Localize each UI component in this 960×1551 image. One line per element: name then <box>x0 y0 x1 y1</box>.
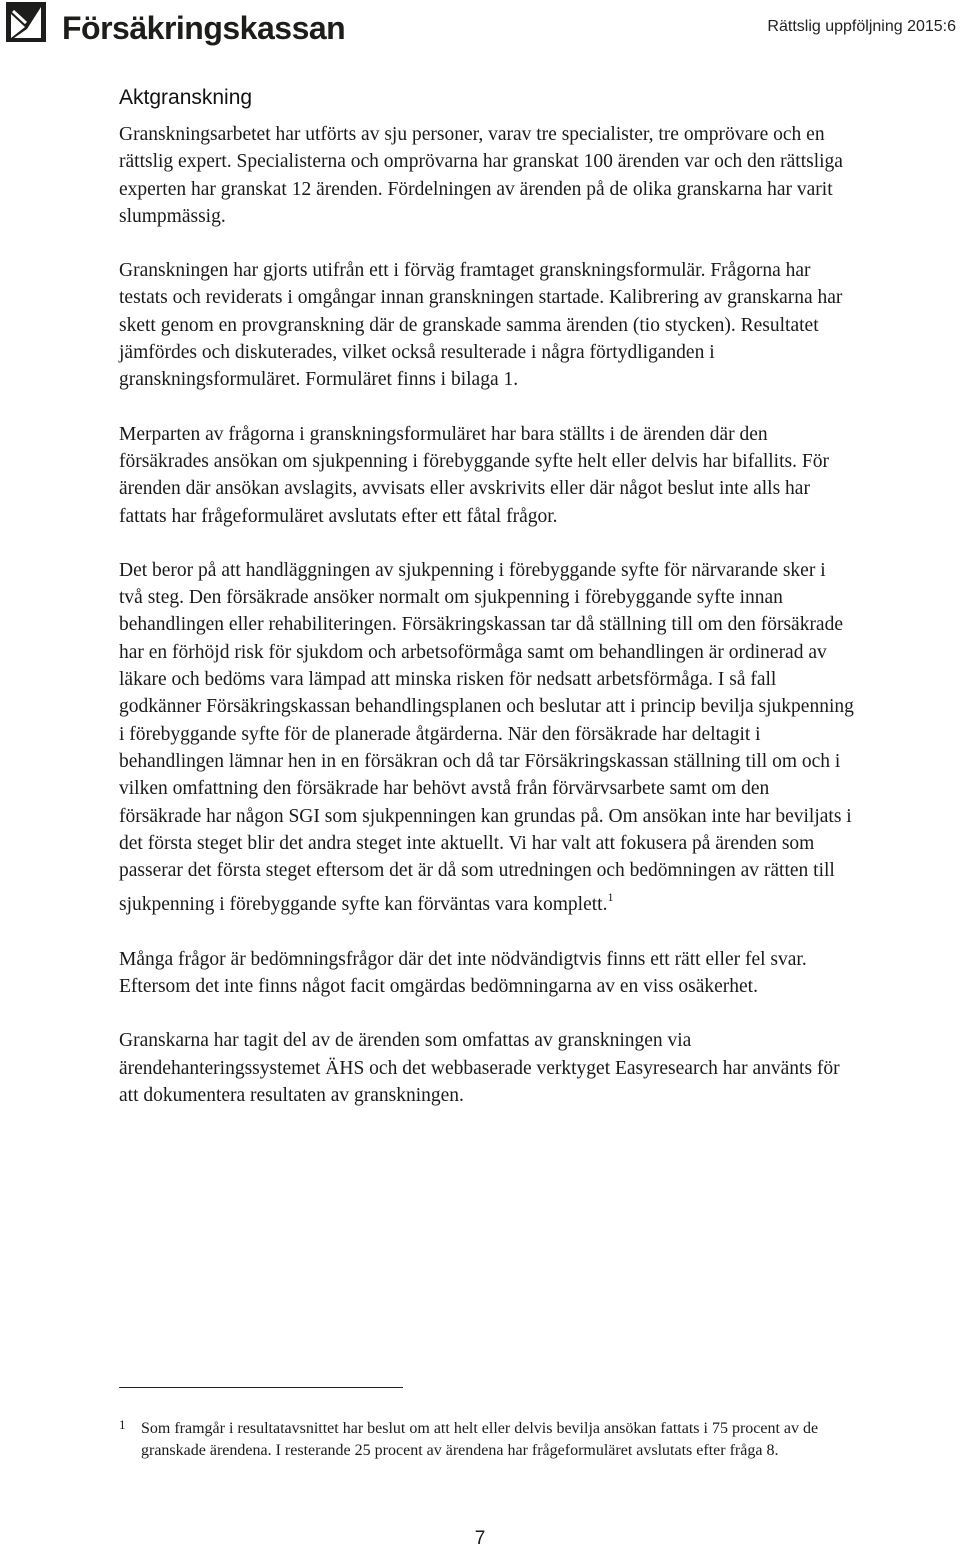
brand-name: Försäkringskassan <box>62 10 346 46</box>
paragraph-text: Det beror på att handläggningen av sjukpenning i förebyggande syfte för närvarande sker i två steg. Den försäkrade ansöker normalt om sjukpenning i förebyggande syfte innan behandlingen eller rehabiliteringen. Försäkringskassan tar då ställning till om den försäkrade har en förhöjd risk för sjukdom och arbetsoförmåga samt om behandlingen är ordinerad av läkare och bedöms vara lämpad att minska risken för nedsatt arbetsförmåga. I så fall godkänner Försäkringskassan behandlingsplanen och beslutar att i princip bevilja sjukpenning i förebyggande syfte för de planerade åtgärderna. När den försäkrade har deltagit i behandlingen lämnar hen in en försäkran och då tar Försäkringskassan ställning till om och i vilken omfattning den försäkrade har behövt avstå från förvärvsarbete samt om den försäkrade har någon SGI som sjukpenningen kan grundas på. Om ansökan inte har beviljats i det första steget blir det andra steget inte aktuellt. Vi har valt att fokusera på ärenden som passerar det första steget eftersom det är då som utredningen och bedömningen av rätten till sjukpenning i förebyggande syfte kan förväntas vara komplett. <box>119 559 854 916</box>
paragraph: Granskningen har gjorts utifrån ett i förväg framtaget granskningsformulär. Frågorna har testats och reviderats i omgångar innan granskningen startade. Kalibrering av granskarna har skett genom en provgranskning där de granskade samma ärenden (tio stycken). Resultatet jämfördes och diskuterades, vilket också resulterade i några förtydliganden i granskningsformuläret. Formuläret finns i bilaga 1. <box>119 260 843 391</box>
footnote-text: Som framgår i resultatavsnittet har beslut om att helt eller delvis bevilja ansökan fattats i 75 procent av de granskade ärendena. I resterande 25 procent av ärendena har frågeformuläret avslutats efter fråga 8. <box>141 1420 819 1459</box>
report-id: Rättslig uppföljning 2015:6 <box>767 18 956 35</box>
body-text <box>119 121 854 1136</box>
paragraph: Granskarna har tagit del av de ärenden som omfattas av granskningen via ärendehanteringssystemet ÄHS och det webbaserade verktyget Easyresearch har använts för att dokumentera resultaten av granskningen. <box>119 1030 840 1106</box>
page-number: 7 <box>474 1528 486 1549</box>
paragraph <box>119 557 854 919</box>
footnote-reference[interactable]: 1 <box>607 890 614 905</box>
footnote-divider <box>119 1387 403 1388</box>
footnote-number: 1 <box>119 1417 126 1432</box>
logo-icon <box>6 2 46 42</box>
paragraph: Granskningsarbetet har utförts av sju personer, varav tre specialister, tre omprövare och en rättslig expert. Specialisterna och omprövarna har granskat 100 ärenden var och den rättsliga experten har granskat 12 ärenden. Fördelningen av ärenden på de olika granskarna har varit slumpmässig. <box>119 124 843 227</box>
page-header <box>0 0 960 60</box>
footnote <box>119 1418 854 1462</box>
paragraph: Många frågor är bedömningsfrågor där det inte nödvändigtvis finns ett rätt eller fel svar. Eftersom det inte finns något facit omgärdas bedömningarna av en viss osäkerhet. <box>119 948 807 998</box>
paragraph: Merparten av frågorna i granskningsformuläret har bara ställts i de ärenden där den försäkrades ansökan om sjukpenning i förebyggande syfte helt eller delvis har bifallits. För ärenden där ansökan avslagits, avvisats eller avskrivits eller där något beslut inte alls har fattats har frågeformuläret avslutats efter ett fåtal frågor. <box>119 423 829 527</box>
section-heading: Aktgranskning <box>119 86 253 109</box>
